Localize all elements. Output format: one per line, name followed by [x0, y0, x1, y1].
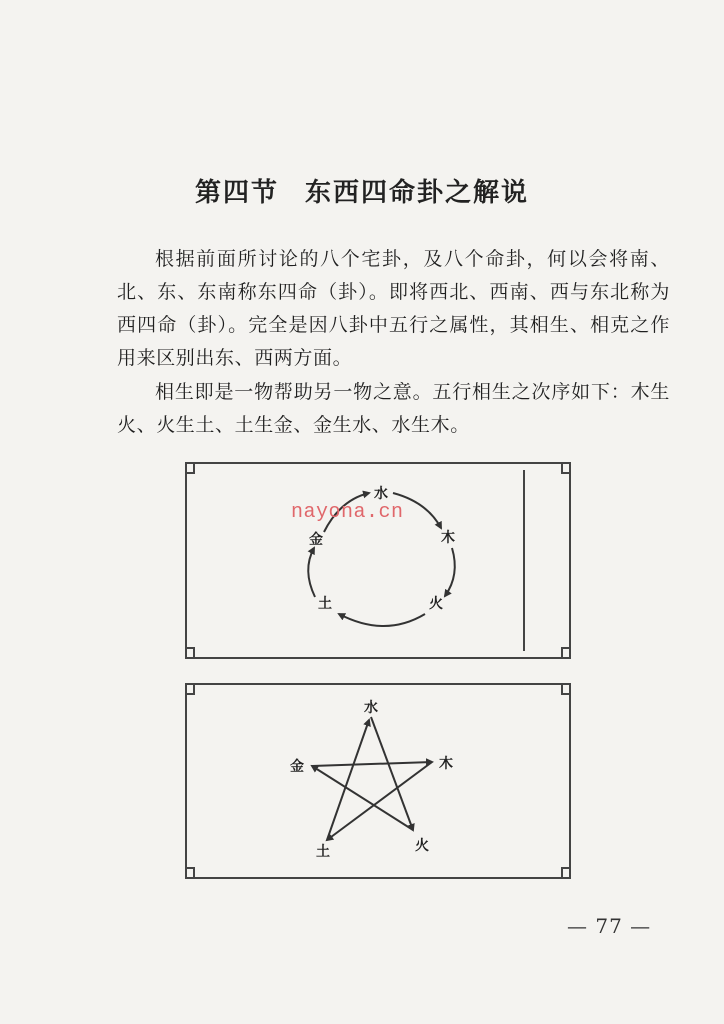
- generating-label-water: 水: [374, 486, 388, 502]
- controlling-label-fire: 火: [415, 838, 429, 854]
- section-number: 第四节: [194, 178, 279, 208]
- generating-label-wood: 木: [441, 530, 455, 546]
- paragraph-1: 根据前面所讨论的八个宅卦，及八个命卦，何以会将南、北、东、东南称东四命（卦）。即将西北、西南、西与东北称为西四命（卦）。完全是因八卦中五行之属性，其相生、相克之作用来区别出东、西两方面。: [117, 248, 670, 369]
- controlling-label-metal: 金: [290, 759, 304, 775]
- pentagram-arrows: [312, 717, 432, 840]
- generating-cycle-diagram: [186, 463, 570, 658]
- controlling-label-water: 水: [364, 700, 378, 716]
- generating-label-earth: 土: [318, 596, 332, 612]
- controlling-label-wood: 木: [439, 756, 453, 772]
- controlling-cycle-diagram: [186, 684, 570, 878]
- section-name: 东西四命卦之解说: [305, 178, 530, 208]
- generating-label-metal: 金: [309, 532, 323, 548]
- watermark: nayona.cn: [291, 501, 404, 524]
- page-number: — 77 —: [567, 914, 652, 938]
- diagram-2-frame: [186, 684, 570, 878]
- controlling-label-earth: 土: [316, 844, 330, 860]
- generating-label-fire: 火: [429, 596, 443, 612]
- paragraph-2: 相生即是一物帮助另一物之意。五行相生之次序如下：木生火、火生土、土生金、金生水、水生木。: [117, 381, 670, 436]
